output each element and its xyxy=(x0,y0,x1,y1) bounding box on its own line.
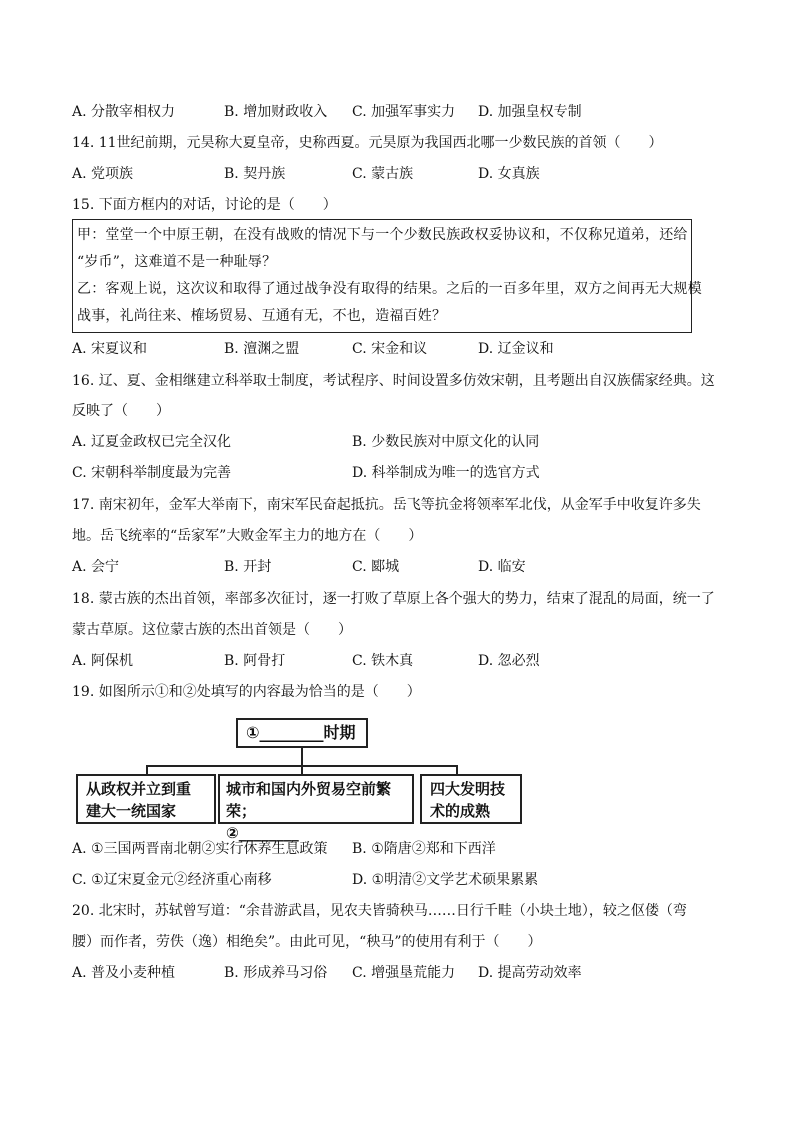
q20-option-b: B. 形成养马习俗 xyxy=(224,965,328,981)
q17-option-b: B. 开封 xyxy=(224,559,272,575)
q18-option-b: B. 阿骨打 xyxy=(224,653,286,669)
q18-option-c: C. 铁木真 xyxy=(352,653,414,669)
q19-option-c: C. ①辽宋夏金元②经济重心南移 xyxy=(72,872,272,888)
q17-stem-line2: 地。岳飞统率的“岳家军”大败金军主力的地方在（ ） xyxy=(72,528,423,544)
q18-option-d: D. 忽必烈 xyxy=(478,653,540,669)
q18-options xyxy=(72,651,722,671)
connector-vertical xyxy=(301,748,303,766)
q13-option-b: B. 增加财政收入 xyxy=(224,104,328,120)
dialog-line: 战事，礼尚往来、榷场贸易、互通有无，不也，造福百姓？ xyxy=(77,308,447,324)
diagram-middle-box xyxy=(218,774,414,842)
q20-stem-line2: 腰）而作者，劳佚（逸）相绝矣”。由此可见，“秧马”的使用有利于（ ） xyxy=(72,934,542,950)
q20-stem-line1: 20. 北宋时，苏轼曾写道：“余昔游武昌，见农夫皆骑秧马……日行千畦（小块土地），较之伛偻（弯 xyxy=(72,903,687,919)
q19-options-row1 xyxy=(72,839,722,859)
q20-option-d: D. 提高劳动效率 xyxy=(478,965,582,981)
dialog-line: 乙：客观上说，这次议和取得了通过战争没有取得的结果。之后的一百多年里，双方之间再无大规模 xyxy=(77,281,702,297)
q14-option-b: B. 契丹族 xyxy=(224,166,286,182)
diagram-right-box xyxy=(420,774,522,824)
q14-option-c: C. 蒙古族 xyxy=(352,166,414,182)
q14-option-a: A. 党项族 xyxy=(72,166,134,182)
diagram-left-box xyxy=(76,774,216,824)
diagram-left-line2: 建大一统国家 xyxy=(86,802,177,820)
diagram-top-box: ①________时期 xyxy=(236,718,368,748)
q19-stem: 19. 如图所示①和②处填写的内容最为恰当的是（ ） xyxy=(72,684,421,700)
dialog-line: “岁币”，这难道不是一种耻辱？ xyxy=(77,254,277,270)
diagram-middle-line1: 城市和国内外贸易空前繁荣； xyxy=(226,780,392,820)
q16-option-b: B. 少数民族对中原文化的认同 xyxy=(352,434,540,450)
q15-option-b: B. 澶渊之盟 xyxy=(224,341,300,357)
q14-option-d: D. 女真族 xyxy=(478,166,540,182)
q19-options-row2 xyxy=(72,870,722,890)
q16-stem-line1: 16. 辽、夏、金相继建立科举取士制度，考试程序、时间设置多仿效宋朝，且考题出自汉族儒家经典。这 xyxy=(72,373,715,389)
q20-option-c: C. 增强垦荒能力 xyxy=(352,965,456,981)
q13-options xyxy=(72,102,722,122)
q15-options xyxy=(72,339,722,359)
q18-stem-line1: 18. 蒙古族的杰出首领，率部多次征讨，逐一打败了草原上各个强大的势力，结束了混乱的局面，统一了 xyxy=(72,591,715,607)
q17-stem-line1: 17. 南宋初年，金军大举南下，南宋军民奋起抵抗。岳飞等抗金将领率军北伐，从金军手中收复许多失 xyxy=(72,497,701,513)
q16-option-a: A. 辽夏金政权已完全汉化 xyxy=(72,434,232,450)
q19-option-a: A. ①三国两晋南北朝②实行休养生息政策 xyxy=(72,841,328,857)
diagram-right-line1: 四大发明技 xyxy=(430,780,506,798)
diagram-right-line2: 术的成熟 xyxy=(430,802,491,820)
diagram-middle-line2: ②________ xyxy=(226,824,299,842)
q17-option-c: C. 郾城 xyxy=(352,559,400,575)
q16-option-d: D. 科举制成为唯一的选官方式 xyxy=(352,465,540,481)
q19-option-d: D. ①明清②文学艺术硕果累累 xyxy=(352,872,539,888)
q14-stem: 14. 11世纪前期，元昊称大夏皇帝，史称西夏。元昊原为我国西北哪一少数民族的首领（ ） xyxy=(72,135,663,151)
q20-option-a: A. 普及小麦种植 xyxy=(72,965,176,981)
q19-diagram xyxy=(72,712,522,842)
q18-stem-line2: 蒙古草原。这位蒙古族的杰出首领是（ ） xyxy=(72,622,352,638)
q13-option-a: A. 分散宰相权力 xyxy=(72,104,176,120)
q20-options xyxy=(72,963,722,983)
q16-stem-line2: 反映了（ ） xyxy=(72,403,170,419)
q16-options-row2 xyxy=(72,463,722,483)
q15-option-d: D. 辽金议和 xyxy=(478,341,554,357)
q15-dialog-box xyxy=(72,219,702,333)
q17-option-a: A. 会宁 xyxy=(72,559,120,575)
q14-options xyxy=(72,164,722,184)
q15-option-a: A. 宋夏议和 xyxy=(72,341,148,357)
dialog-line: 甲：堂堂一个中原王朝，在没有战败的情况下与一个少数民族政权妥协议和，不仅称兄道弟，还给 xyxy=(77,227,688,243)
q16-option-c: C. 宋朝科举制度最为完善 xyxy=(72,465,232,481)
q13-option-c: C. 加强军事实力 xyxy=(352,104,456,120)
q18-option-a: A. 阿保机 xyxy=(72,653,134,669)
q19-option-b: B. ①隋唐②郑和下西洋 xyxy=(352,841,496,857)
q17-option-d: D. 临安 xyxy=(478,559,526,575)
diagram-left-line1: 从政权并立到重 xyxy=(86,780,192,798)
q16-options-row1 xyxy=(72,432,722,452)
q13-option-d: D. 加强皇权专制 xyxy=(478,104,582,120)
q15-option-c: C. 宋金和议 xyxy=(352,341,428,357)
q17-options xyxy=(72,557,722,577)
q15-stem: 15. 下面方框内的对话，讨论的是（ ） xyxy=(72,197,337,213)
